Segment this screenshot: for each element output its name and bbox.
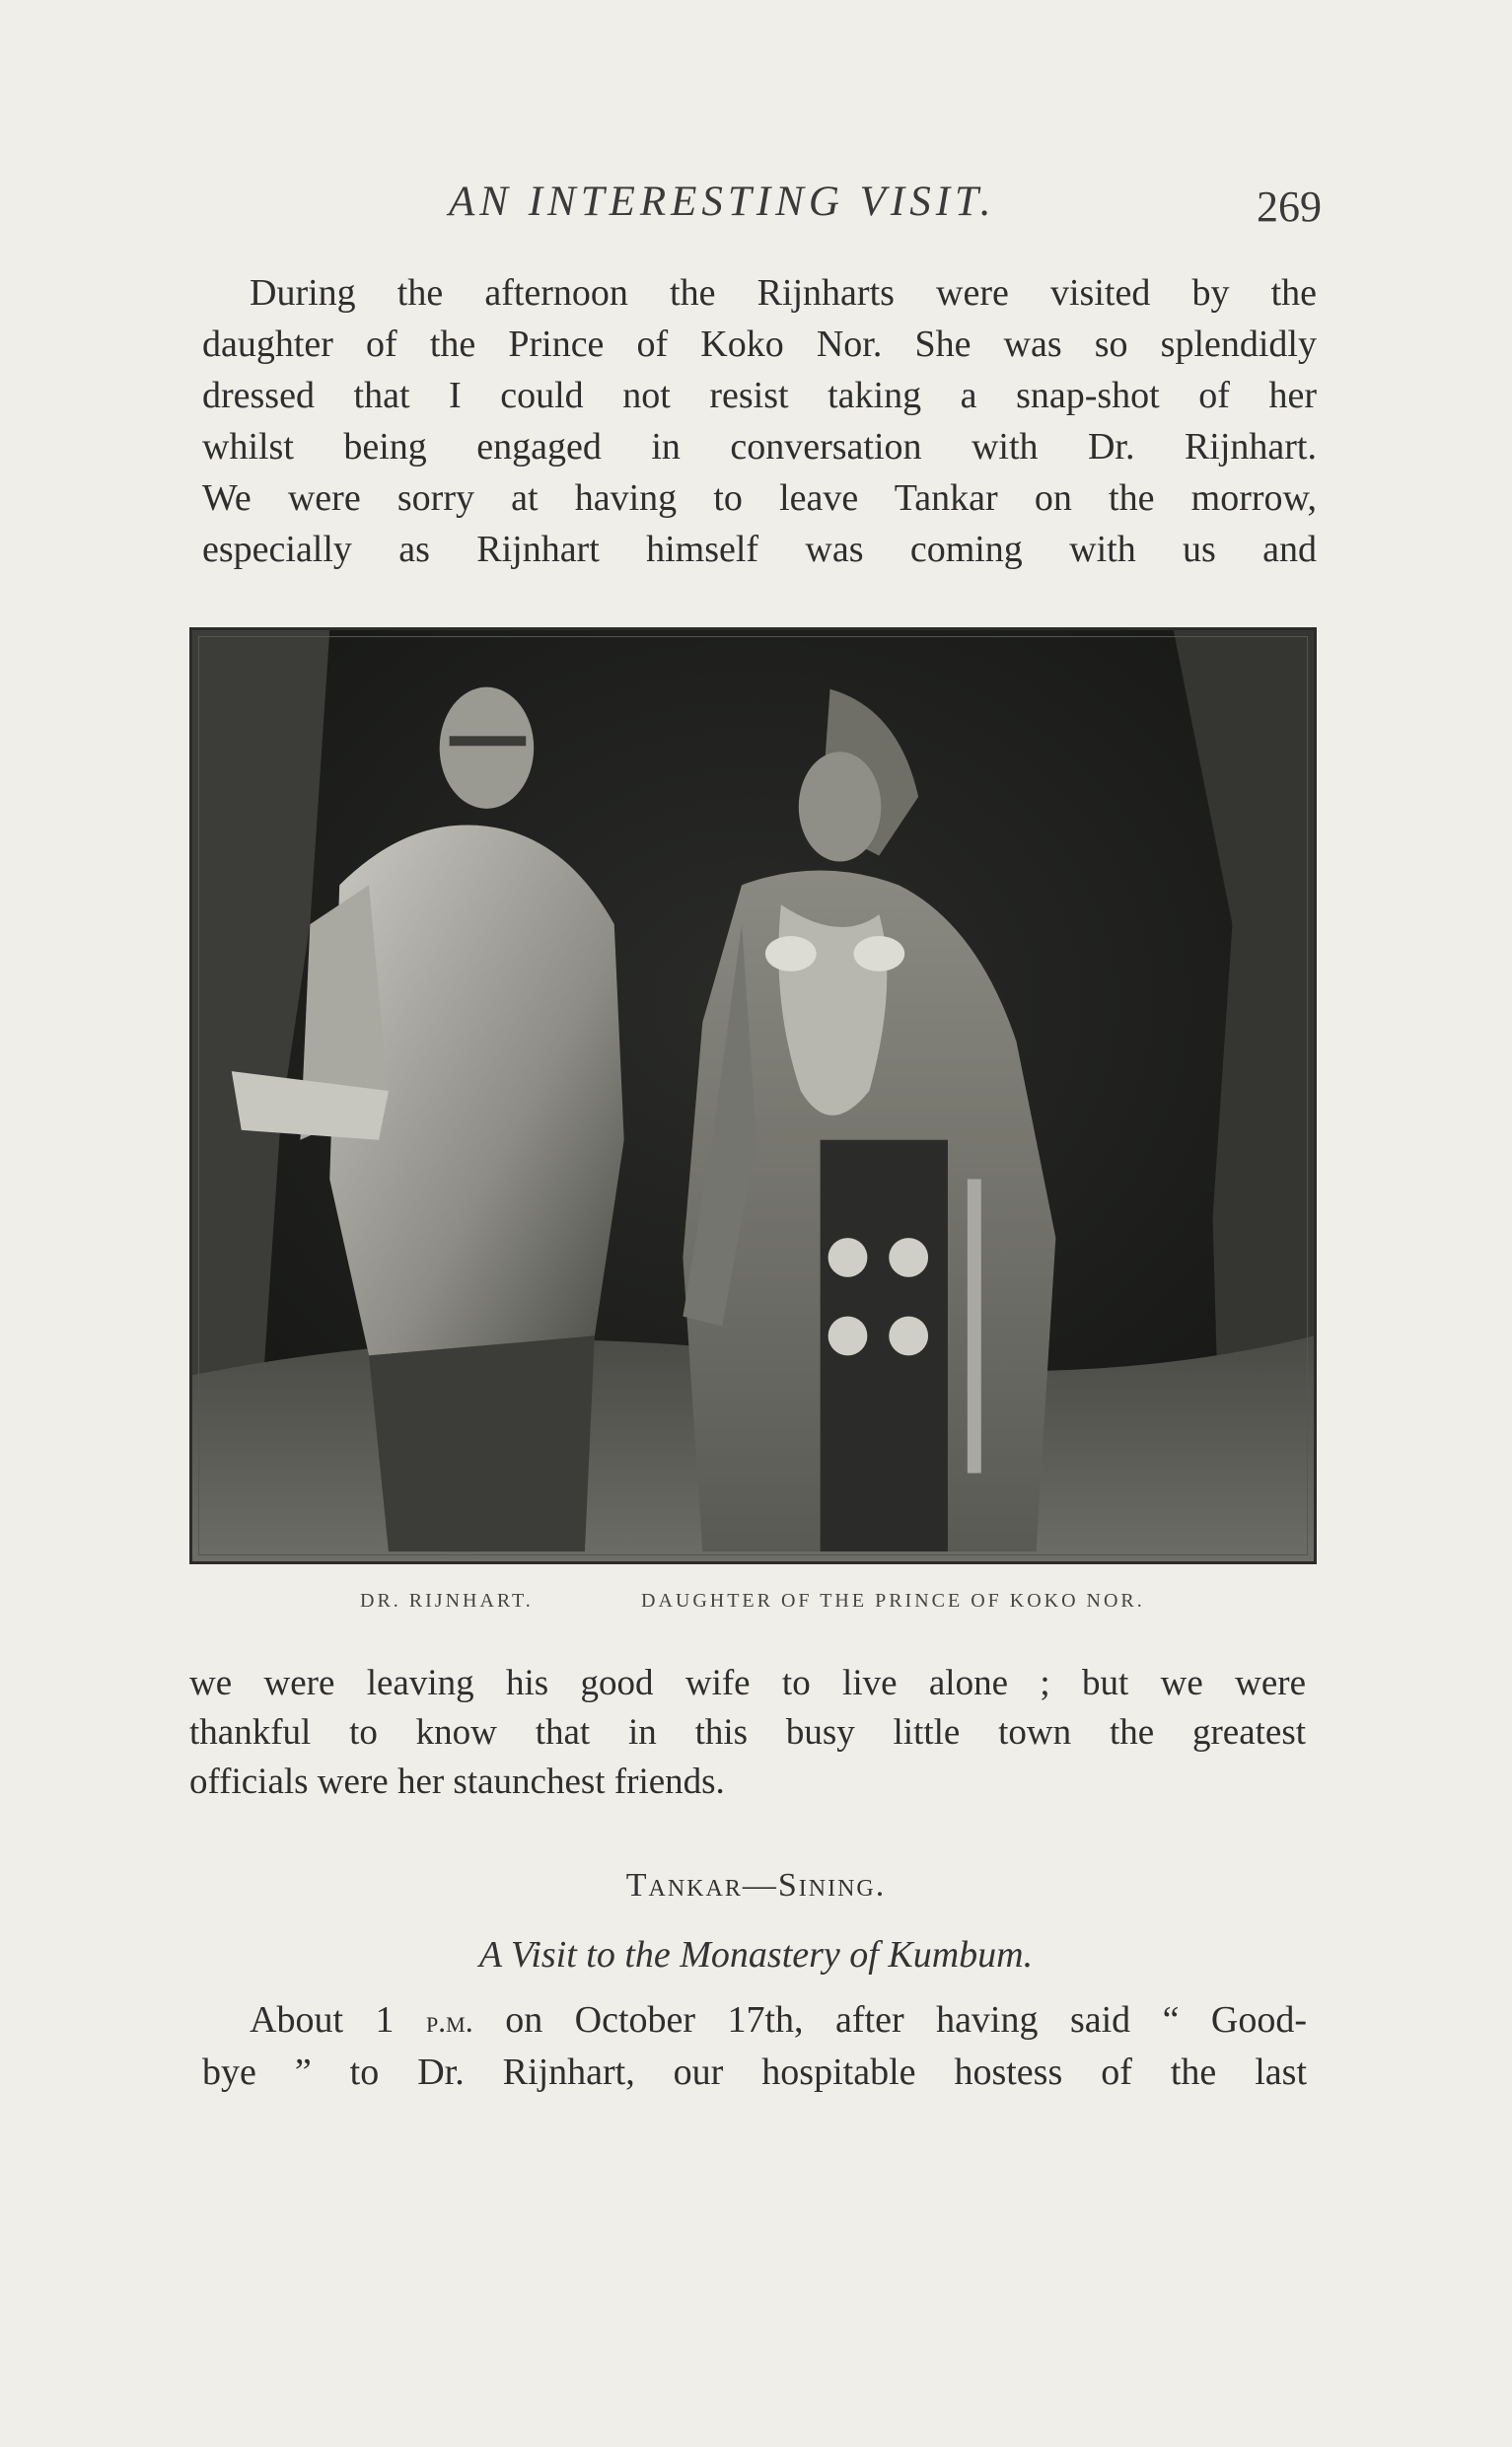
running-head (202, 178, 1322, 237)
text-line: daughter of the Prince of Koko Nor. She was so splendidly (202, 324, 1317, 365)
text-line: thankful to know that in this busy little town the greatest (189, 1712, 1306, 1753)
page-number: 269 (1257, 182, 1322, 231)
caption-left: DR. RIJNHART. (360, 1590, 534, 1612)
text-line: We were sorry at having to leave Tankar on the morrow, (202, 477, 1317, 519)
text-fragment: About 1 (250, 1999, 395, 2041)
text-line: During the afternoon the Rijnharts were visited by the (250, 272, 1317, 314)
photograph-inner-border (198, 636, 1308, 1555)
text-line: dressed that I could not resist taking a snap-shot of her (202, 375, 1317, 416)
text-line: especially as Rijnhart himself was coming with us and (202, 529, 1317, 570)
text-line: whilst being engaged in conversation with Dr. Rijnhart. (202, 426, 1317, 468)
photo-caption (0, 1590, 1512, 1619)
running-title: AN INTERESTING VISIT. (449, 179, 996, 225)
text-line (202, 1994, 1307, 2047)
paragraph-mid (189, 1659, 1306, 1807)
section-subtitle: A Visit to the Monastery of Kumbum. (478, 1934, 1034, 1976)
text-line: we were leaving his good wife to live alone ; but we were (189, 1663, 1306, 1703)
paragraph-bottom (202, 1994, 1307, 2098)
paragraph-top (202, 267, 1317, 575)
photograph (189, 627, 1317, 1564)
section-title: Tankar—Sining. (625, 1867, 887, 1904)
caption-right: DAUGHTER OF THE PRINCE OF KOKO NOR. (641, 1590, 1145, 1612)
text-line: bye ” to Dr. Rijnhart, our hospitable hostess of the last (202, 2051, 1307, 2093)
text-line: officials were her staunchest friends. (189, 1762, 725, 1802)
time-abbrev: p.m. (425, 2003, 473, 2039)
text-fragment: on October 17th, after having said “ Good- (505, 1999, 1308, 2041)
